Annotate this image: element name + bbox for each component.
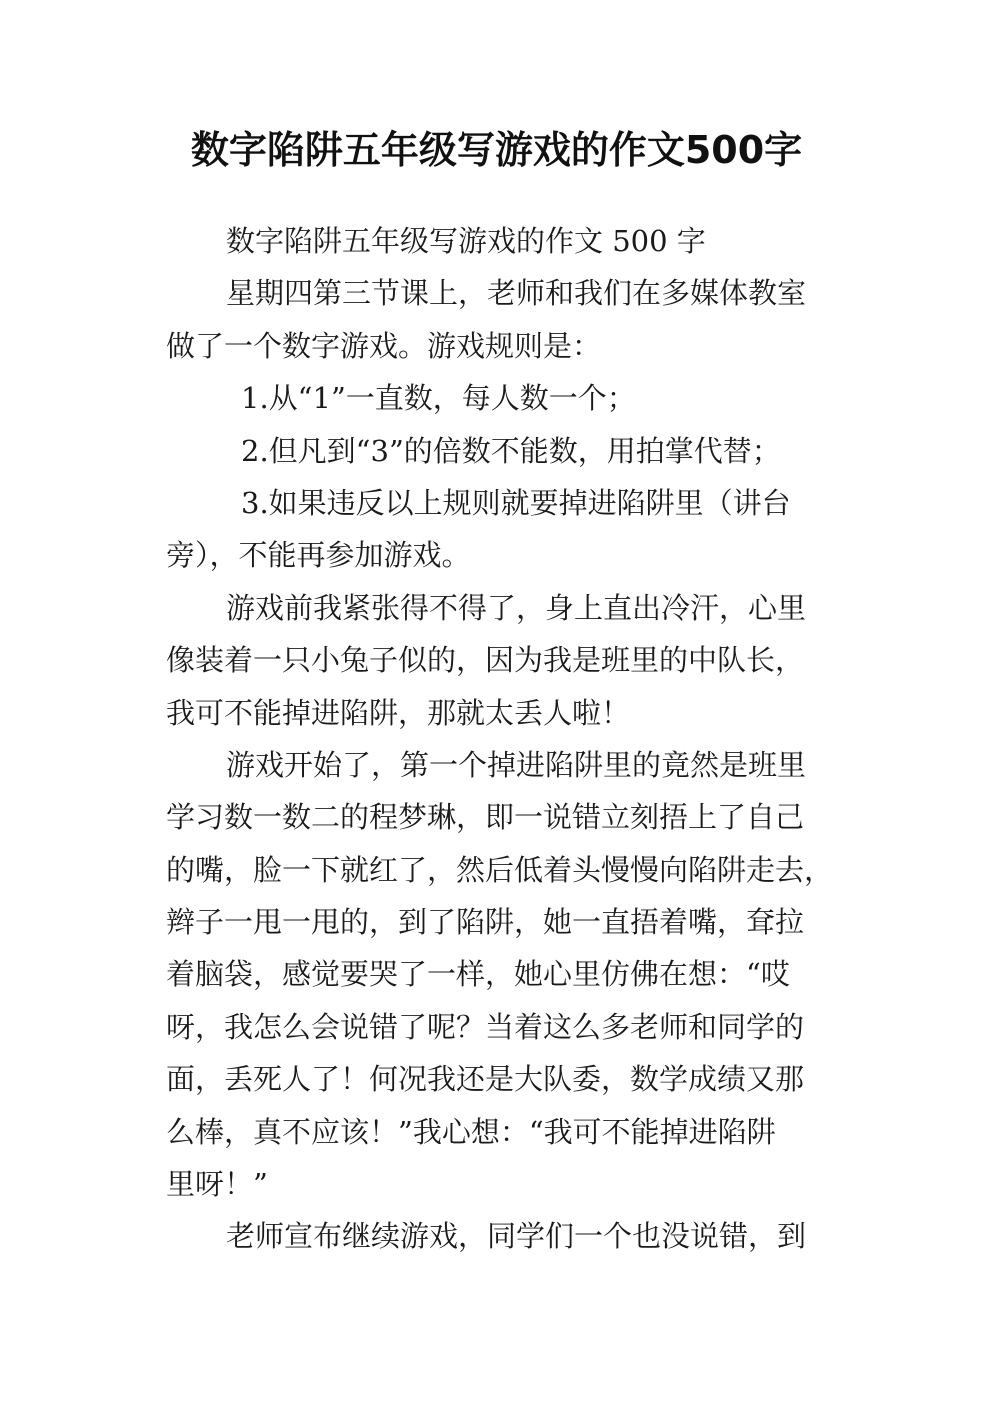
essay-line: 呀，我怎么会说错了呢？当着这么多老师和同学的 [166, 1009, 805, 1044]
page-title: 数字陷阱五年级写游戏的作文500字 [190, 128, 803, 172]
essay-line: 里呀！” [166, 1167, 268, 1202]
essay-heading-line: 数字陷阱五年级写游戏的作文 500 字 [226, 224, 706, 258]
rule-item-1: 1.从“1”一直数，每人数一个； [241, 381, 636, 416]
essay-line: 么棒，真不应该！”我心想：“我可不能掉进陷阱 [166, 1114, 776, 1149]
essay-line: 面，丢死人了！何况我还是大队委，数学成绩又那 [166, 1062, 805, 1097]
essay-body [166, 215, 836, 1263]
essay-line: 星期四第三节课上，老师和我们在多媒体教室 [226, 276, 807, 311]
essay-line: 学习数一数二的程梦琳，即一说错立刻捂上了自己 [166, 800, 805, 835]
essay-line: 我可不能掉进陷阱，那就太丢人啦！ [166, 695, 631, 730]
essay-line: 的嘴，脸一下就红了，然后低着头慢慢向陷阱走去， [166, 852, 834, 887]
rule-item-3: 3.如果违反以上规则就要掉进陷阱里（讲台 [241, 485, 791, 520]
essay-line: 旁），不能再参加游戏。 [166, 538, 471, 573]
essay-line: 老师宣布继续游戏，同学们一个也没说错，到 [226, 1219, 807, 1254]
essay-line: 游戏开始了，第一个掉进陷阱里的竟然是班里 [226, 747, 807, 782]
essay-line: 辫子一甩一甩的，到了陷阱，她一直捂着嘴，耷拉 [166, 905, 805, 940]
essay-line: 着脑袋，感觉要哭了一样，她心里仿佛在想：“哎 [166, 957, 790, 992]
essay-line: 做了一个数字游戏。游戏规则是： [166, 328, 602, 363]
essay-line: 游戏前我紧张得不得了，身上直出冷汗，心里 [226, 590, 807, 625]
rule-item-2: 2.但凡到“3”的倍数不能数，用拍掌代替； [241, 433, 781, 468]
essay-line: 像装着一只小兔子似的，因为我是班里的中队长， [166, 643, 805, 678]
